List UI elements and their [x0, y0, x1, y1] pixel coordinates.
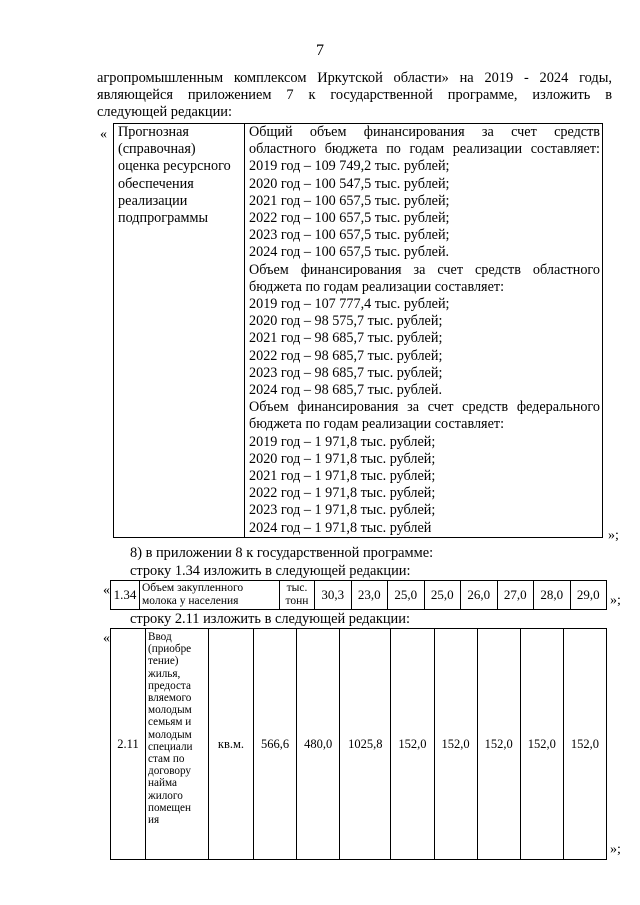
- open-quote: «: [103, 631, 110, 646]
- row-name-line: стам по: [148, 753, 185, 766]
- table-row: [111, 581, 607, 610]
- close-quote: »;: [610, 593, 621, 608]
- row-value: 25,0: [424, 581, 461, 610]
- funding-lines: [249, 124, 600, 537]
- funding-line: 2020 год – 1 971,8 тыс. рублей;: [249, 450, 436, 467]
- row-name-line: ия: [148, 814, 160, 827]
- intro-line: агропромышленным комплексом Иркутской области» на 2019 - 2024 годы,: [97, 70, 612, 86]
- intro-line: следующей редакции:: [97, 104, 232, 120]
- row-value: 152,0: [434, 629, 477, 860]
- section-8-heading: 8) в приложении 8 к государственной программе:: [130, 545, 434, 561]
- open-quote: «: [100, 127, 107, 142]
- funding-line: 2022 год – 98 685,7 тыс. рублей;: [249, 347, 443, 364]
- funding-line: 2022 год – 100 657,5 тыс. рублей;: [249, 210, 450, 227]
- row-value: 1025,8: [340, 629, 391, 860]
- row-unit: кв.м.: [209, 629, 254, 860]
- row-name-line: специали: [148, 740, 193, 753]
- row-value: 23,0: [351, 581, 388, 610]
- row-name-line: Ввод: [148, 631, 172, 643]
- row-name-line: найма: [148, 777, 177, 790]
- row-value: 566,6: [254, 629, 297, 860]
- funding-line: 2023 год – 100 657,5 тыс. рублей;: [249, 227, 450, 244]
- row-value: 28,0: [534, 581, 571, 610]
- funding-line: 2024 год – 98 685,7 тыс. рублей.: [249, 382, 442, 399]
- row-name-line: семьям и: [148, 716, 192, 729]
- row-211-intro: строку 2.11 изложить в следующей редакции:: [130, 611, 410, 627]
- funding-line: 2024 год – 1 971,8 тыс. рублей: [249, 519, 432, 536]
- open-quote: «: [103, 583, 110, 598]
- row-name-line: договору: [148, 765, 192, 778]
- row-value: 27,0: [497, 581, 534, 610]
- row-number: 1.34: [111, 581, 140, 610]
- row-name: Объем закупленного молока у населения: [140, 581, 280, 610]
- funding-label-line: обеспечения: [118, 175, 194, 192]
- funding-line: 2022 год – 1 971,8 тыс. рублей;: [249, 485, 436, 502]
- funding-line: 2020 год – 100 547,5 тыс. рублей;: [249, 175, 450, 192]
- funding-label-line: оценка ресурсного: [118, 158, 231, 175]
- row-name-line: тение): [148, 655, 179, 668]
- page-number: 7: [316, 42, 324, 59]
- funding-label-line: (справочная): [118, 141, 196, 158]
- row-211-table: [110, 628, 607, 860]
- row-name-line: молодым: [148, 728, 192, 741]
- funding-line: 2020 год – 98 575,7 тыс. рублей;: [249, 313, 443, 330]
- funding-line: 2024 год – 100 657,5 тыс. рублей.: [249, 244, 450, 261]
- row-value: 480,0: [297, 629, 340, 860]
- row-value: 25,0: [388, 581, 425, 610]
- funding-line: 2021 год – 100 657,5 тыс. рублей;: [249, 192, 450, 209]
- row-name: [148, 631, 206, 826]
- funding-line: 2019 год – 107 777,4 тыс. рублей;: [249, 296, 450, 313]
- funding-label-line: подпрограммы: [118, 210, 208, 227]
- funding-content-cell: [245, 124, 603, 538]
- row-name-line: предоста: [148, 679, 191, 692]
- row-value: 29,0: [570, 581, 607, 610]
- close-quote: »;: [610, 842, 621, 857]
- row-134-intro: строку 1.34 изложить в следующей редакции:: [130, 563, 411, 579]
- row-value: 30,3: [315, 581, 352, 610]
- funding-line: 2023 год – 98 685,7 тыс. рублей;: [249, 364, 443, 381]
- row-name-line: молодым: [148, 704, 192, 717]
- funding-line: Общий объем финансирования за счет средств: [249, 124, 600, 140]
- funding-label: [118, 124, 242, 227]
- row-number: 2.11: [111, 629, 146, 860]
- funding-line: 2019 год – 1 971,8 тыс. рублей;: [249, 433, 436, 450]
- funding-line: 2021 год – 1 971,8 тыс. рублей;: [249, 468, 436, 485]
- funding-line: 2023 год – 1 971,8 тыс. рублей;: [249, 502, 436, 519]
- row-value: 26,0: [461, 581, 498, 610]
- row-name-line: жилья,: [148, 667, 181, 680]
- funding-label-cell: [114, 124, 245, 538]
- row-name-line: (приобре: [148, 643, 192, 656]
- funding-line: 2021 год – 98 685,7 тыс. рублей;: [249, 330, 443, 347]
- row-unit: тыс. тонн: [280, 581, 315, 610]
- row-value: 152,0: [520, 629, 563, 860]
- row-name-line: вляемого: [148, 692, 192, 705]
- row-value: 152,0: [391, 629, 434, 860]
- funding-line: Объем финансирования за счет средств федерального: [249, 399, 600, 416]
- row-value: 152,0: [563, 629, 606, 860]
- funding-label-line: реализации: [118, 192, 188, 209]
- intro-line: являющейся приложением 7 к государственной программе, изложить в: [97, 87, 612, 103]
- funding-label-line: Прогнозная: [118, 124, 189, 140]
- funding-line: 2019 год – 109 749,2 тыс. рублей;: [249, 158, 450, 175]
- row-134-table: [110, 580, 607, 610]
- table-row: [114, 124, 603, 538]
- funding-line: Объем финансирования за счет средств областного: [249, 261, 600, 278]
- row-value: 152,0: [477, 629, 520, 860]
- row-name-line: жилого: [148, 789, 183, 802]
- funding-line: бюджета по годам реализации составляет:: [249, 278, 505, 295]
- row-name-line: помещен: [148, 801, 191, 814]
- funding-line: областного бюджета по годам реализации составляет:: [249, 141, 600, 158]
- row-name-cell: [146, 629, 209, 860]
- table-row: [111, 629, 607, 860]
- funding-table: [113, 123, 603, 538]
- intro-paragraph: [97, 70, 612, 121]
- close-quote: »;: [608, 528, 619, 543]
- funding-line: бюджета по годам реализации составляет:: [249, 416, 505, 433]
